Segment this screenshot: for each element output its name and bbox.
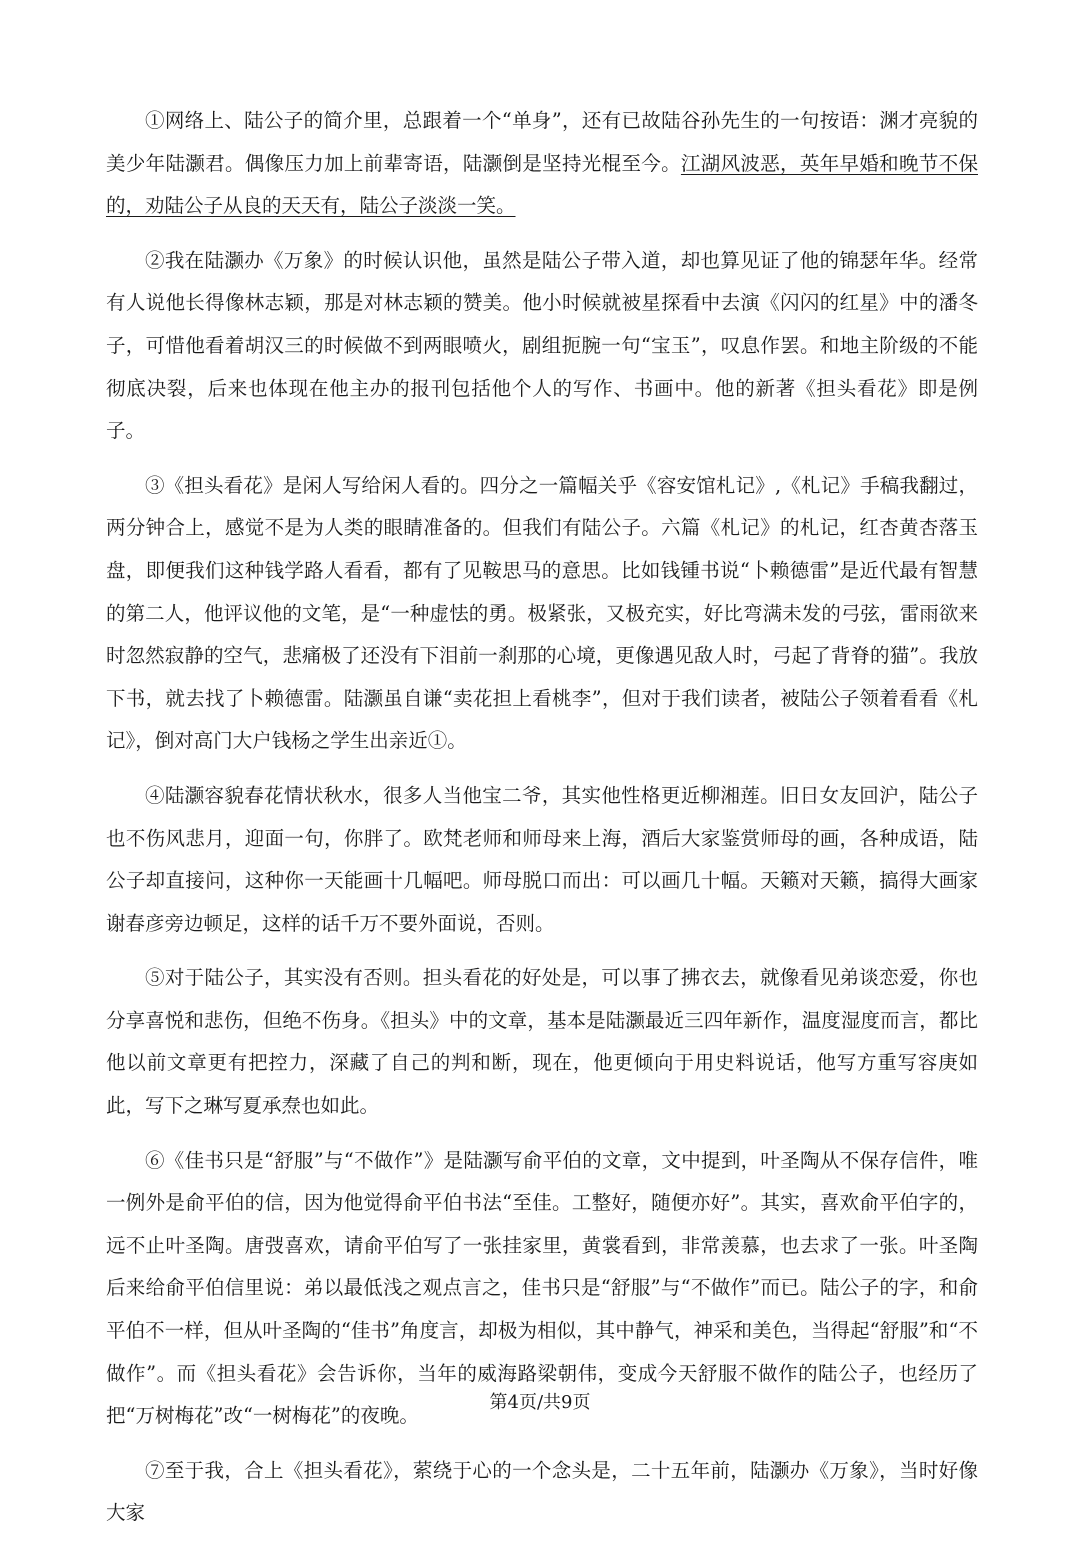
page-number-footer: 第4页/共9页 — [489, 1392, 591, 1413]
paragraph-2: ②我在陆灏办《万象》的时候认识他，虽然是陆公子带入道，却也算见证了他的锦瑟年华。经常有人说他长得像林志颖，那是对林志颖的赞美。他小时候就被星探看中去演《闪闪的红星》中的潘冬子，可惜他看着胡汉三的时候做不到两眼喷火，剧组扼腕一句“宝玉”，叹息作罢。和地主阶级的不能彻底决裂，后来也体现在他主办的报刊包括他个人的写作、书画中。他的新著《担头看花》即是例子。 — [106, 248, 978, 443]
paragraph-3: ③《担头看花》是闲人写给闲人看的。四分之一篇幅关乎《容安馆札记》,《札记》手稿我翻过，两分钟合上，感觉不是为人类的眼睛准备的。但我们有陆公子。六篇《札记》的札记，红杏黄杏落玉盘，即便我们这种钱学路人看看，都有了见鞍思马的意思。比如钱锺书说“卜赖德雷”是近代最有智慧的第二人，他评议他的文笔，是“一种虚怯的勇。极紧张，又极充实，好比弯满未发的弓弦，雷雨欲来时忽然寂静的空气，悲痛极了还没有下泪前一刹那的心境，更像遇见敌人时，弓起了背脊的猫”。我放下书，就去找了卜赖德雷。陆灏虽自谦“卖花担上看桃李”，但对于我们读者，被陆公子领着看看《札记》，倒对高门大户钱杨之学生出亲近①。 — [106, 473, 978, 753]
paragraph-1-text: ①网络上、陆公子的简介里，总跟着一个“单身”，还有已故陆谷孙先生的一句按语：渊才亮貌的美少年陆灏君。偶像压力加上前辈寄语，陆灏倒是坚持光棍至今。 — [106, 109, 978, 175]
document-body — [106, 100, 978, 1547]
paragraph-7: ⑦至于我，合上《担头看花》，萦绕于心的一个念头是，二十五年前，陆灏办《万象》，当时好像大家 — [106, 1458, 978, 1525]
paragraph-1 — [106, 100, 978, 228]
paragraph-4: ④陆灏容貌春花情状秋水，很多人当他宝二爷，其实他性格更近柳湘莲。旧日女友回沪，陆公子也不伤风悲月，迎面一句，你胖了。欧梵老师和师母来上海，酒后大家鉴赏师母的画，各种成语，陆公子却直接问，这种你一天能画十几幅吧。师母脱口而出：可以画几十幅。天籁对天籁，搞得大画家谢春彦旁边顿足，这样的话千万不要外面说，否则。 — [106, 783, 978, 935]
paragraph-1-underlined-text: 江湖风波恶，英年早婚和晚节不保的，劝陆公子从良的天天有，陆公子淡淡一笑。 — [106, 151, 978, 218]
paragraph-5: ⑤对于陆公子，其实没有否则。担头看花的好处是，可以事了拂衣去，就像看见弟谈恋爱，你也分享喜悦和悲伤，但绝不伤身。《担头》中的文章，基本是陆灏最近三四年新作，温度湿度而言，都比他以前文章更有把控力，深藏了自己的判和断，现在，他更倾向于用史料说话，他写方重写容庚如此，写下之琳写夏承焘也如此。 — [106, 966, 978, 1118]
paragraph-6: ⑥《佳书只是“舒服”与“不做作”》是陆灏写俞平伯的文章，文中提到，叶圣陶从不保存信件，唯一例外是俞平伯的信，因为他觉得俞平伯书法“至佳。工整好，随便亦好”。其实，喜欢俞平伯字的，远不止叶圣陶。唐弢喜欢，请俞平伯写了一张挂家里，黄裳看到，非常羡慕，也去求了一张。叶圣陶后来给俞平伯信里说：弟以最低浅之观点言之，佳书只是“舒服”与“不做作”而已。陆公子的字，和俞平伯不一样，但从叶圣陶的“佳书”角度言，却极为相似，其中静气，神采和美色，当得起“舒服”和“不做作”。而《担头看花》会告诉你，当年的威海路梁朝伟，变成今天舒服不做作的陆公子，也经历了把“万树梅花”改“一树梅花”的夜晚。 — [106, 1148, 978, 1428]
